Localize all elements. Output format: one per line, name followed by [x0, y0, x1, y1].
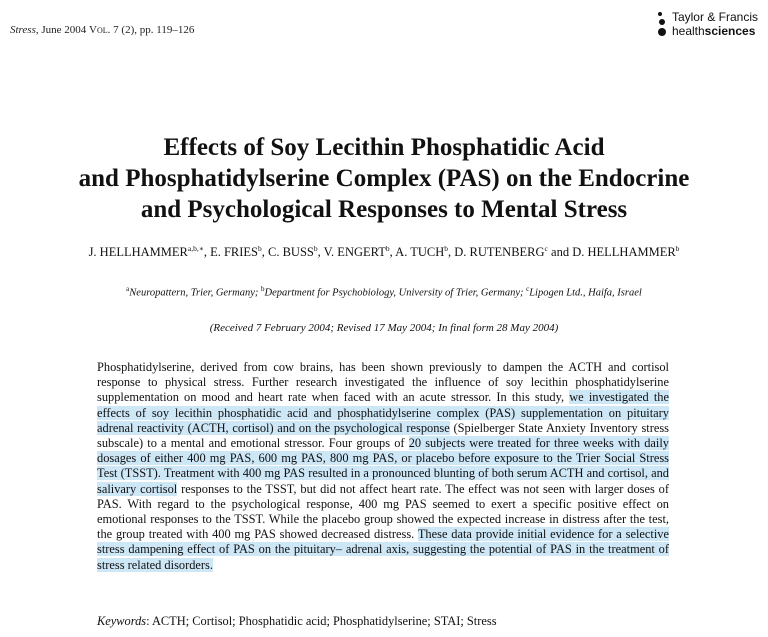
author: V. ENGERT$^b$, [323, 244, 396, 260]
keywords-text: : ACTH; Cortisol; Phosphatidic acid; Phosphatidylserine; STAI; Stress [146, 614, 497, 628]
highlighted-text[interactable]: These data provide initial evidence for a selective stress dampening effect of PAS on the pituitary– adrenal axis, suggesting the potential of PAS in the treatment of stress related disorders. [97, 527, 669, 572]
title-line-2: and Phosphatidylserine Complex (PAS) on the Endocrine [78, 165, 690, 192]
author: E. FRIES$^b$, [210, 244, 268, 260]
highlighted-text[interactable]: we investigated the effects of soy lecithin phosphatidic acid and phosphatidylserine complex (PAS) supplementation on pituitary adrenal reactivity (ACTH, cortisol) and on the psychological response [97, 390, 670, 435]
paper-title [20, 132, 748, 225]
journal-issue: , June 2004 [35, 24, 87, 36]
journal-name: Stress [10, 24, 36, 36]
keywords-label: Keywords [97, 614, 147, 628]
abstract [97, 360, 669, 573]
title-line-3: and Psychological Responses to Mental Stress [140, 196, 628, 223]
received-dates: (Received 7 February 2004; Revised 17 May 2004; In final form 28 May 2004) [209, 322, 559, 334]
journal-volume-label: Vol. [89, 24, 111, 36]
author: D. RUTENBERG$^c$ and [454, 244, 573, 260]
abstract-text: (Spielberger State Anxiety Inventory stress subscale) to a mental and emotional stressor. Four groups of [97, 420, 669, 451]
publisher-imprint: healthsciences [671, 24, 756, 38]
author: D. HELLHAMMER$^b$ [572, 244, 680, 260]
abstract-text: Phosphatidylserine, derived from cow brains, has been shown previously to dampen the ACTH and cortisol response to physical stress. Further research investigated the influence of soy lecithin phosphatidylserine supplementation on mood and heart rate when faced with an acute stressor. In this study, [97, 360, 669, 405]
title-line-1: Effects of Soy Lecithin Phosphatidic Acid [163, 134, 605, 161]
affiliations: $^a$Neuropattern, Trier, Germany; $^b$Department for Psychobiology, University of Trier, Germany; $^c$Lipogen Ltd., Haifa, Israel [126, 285, 642, 299]
journal-header [10, 24, 194, 36]
author: C. BUSS$^b$, [268, 244, 324, 260]
author-list [0, 244, 768, 260]
highlighted-text[interactable]: 20 subjects were treated for three weeks with daily dosages of either 400 mg PAS, 600 mg PAS, 800 mg PAS, or placebo before exposure to the Trier Social Stress Test (TSST). Treatment with 400 mg PAS resulted in a pronounced blunting of both serum ACTH and cortisol, and salivary cortisol [97, 436, 669, 496]
affiliation: Neuropattern, Trier, Germany; [129, 287, 262, 299]
keywords [97, 614, 497, 629]
author: A. TUCH$^b$, [395, 244, 455, 260]
publisher-logo [655, 10, 758, 38]
abstract-text: responses to the TSST, but did not affect heart rate. The effect was not seen with larger doses of PAS. With regard to the psychological response, 400 mg PAS seemed to exert a specific positive effect on emotional responses to the TSST. While the placebo group showed the expected increase in distress after the test, the group treated with 400 mg PAS showed decreased distress. [97, 481, 669, 542]
author: J. $HELLHAMMER^{a,b,∗}$, [88, 244, 211, 260]
publisher-dots-icon [655, 10, 669, 38]
journal-volume-info: 7 (2), pp. 119–126 [113, 24, 195, 36]
affiliation: Lipogen Ltd., Haifa, Israel [529, 287, 642, 299]
publisher-name: Taylor & Francis [671, 10, 758, 24]
affiliation: Department for Psychobiology, University of Trier, Germany; [264, 287, 527, 299]
